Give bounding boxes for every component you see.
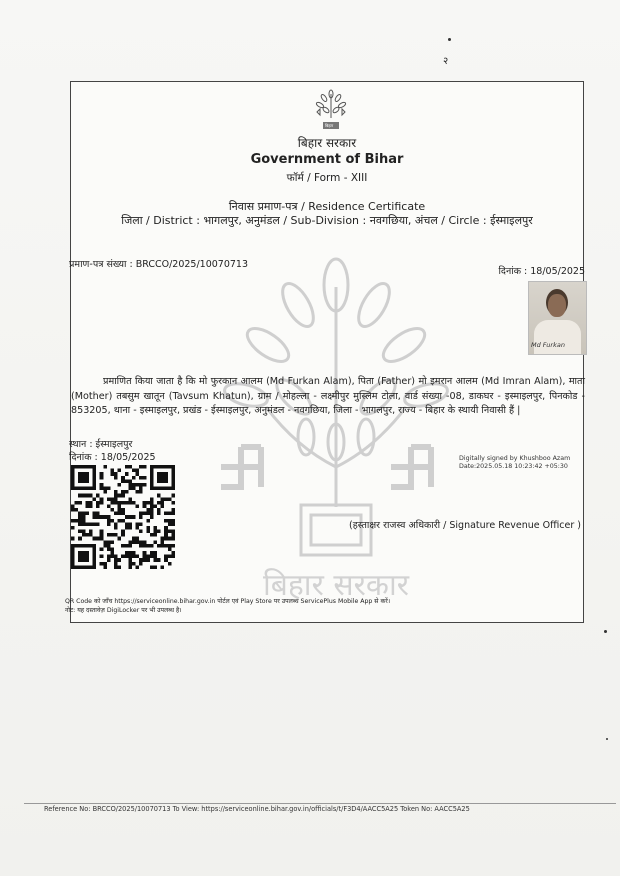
digital-signed-date: Date:2025.05.18 10:23:42 +05:30 [459, 463, 568, 470]
certificate-number: प्रमाण-पत्र संख्या : BRCCO/2025/10070713 [69, 259, 249, 270]
qr-code-icon[interactable] [71, 465, 175, 569]
government-title: Government of Bihar [250, 152, 404, 167]
signatory-label: (हस्ताक्षर राजस्व अधिकारी / Signature Revenue Officer ) [349, 520, 581, 531]
photo-signature: Md Furkan [531, 341, 565, 349]
applicant-photo [528, 281, 587, 355]
digilocker-note: नोट: यह दस्तावेज़ DigiLocker पर भी उपलब्ध है। [65, 607, 182, 614]
page-mark: २ [443, 56, 449, 67]
digital-signed-by: Digitally signed by Khushboo Azam [459, 455, 571, 462]
reference-footer: Reference No: BRCCO/2025/10070713 To View: https://serviceonline.bihar.gov.in/officials/t/F3D4/AACC5A25 Token No: AACC5A25 [44, 805, 470, 813]
certificate-body-text: प्रमाणित किया जाता है कि मो फुरकान आलम (Md Furkan Alam), पिता (Father) मो इमरान आलम (Md Imran Alam), माता (Mother) तबसुम खातून (Tavsum Khatun), ग्राम / मोहल्ला - लक्ष्मीपुर मुस्लिम टोला, वार्ड संख्या -08, डाकघर - इस्माइलपुर, पिनकोड - 853205, थाना - इस्माइलपुर, प्रखंड - ईस्माइलपुर, अनुमंडल - नवगछिया, जिला - भागलपुर, राज्य - बिहार के स्थायी निवासी हैं | [71, 376, 585, 416]
place-date-line: दिनांक : 18/05/2025 [69, 452, 156, 463]
scan-speck [448, 38, 451, 41]
place-line: स्थान : ईस्माइलपुर [69, 439, 133, 450]
form-number: फॉर्म / Form - XIII [286, 172, 368, 184]
residence-certificate [65, 81, 585, 623]
qr-verification-note: QR Code को जाँच https://serviceonline.bihar.gov.in पोर्टल एवं Play Store पर उपलब्ध ServicePlus Mobile App से करें। [65, 598, 391, 605]
certificate-date: दिनांक : 18/05/2025 [498, 266, 585, 277]
digital-signature [459, 455, 579, 471]
watermark-text: बिहार सरकार [262, 568, 410, 602]
scan-speck [604, 630, 607, 633]
government-hindi-title: बिहार सरकार [297, 136, 357, 150]
certificate-body [71, 375, 585, 419]
footer-divider [24, 803, 616, 804]
district-line: जिला / District : भागलपुर, अनुमंडल / Sub-Division : नवगछिया, अंचल / Circle : ईस्माइलपुर [121, 214, 533, 227]
certificate-title: निवास प्रमाण-पत्र / Residence Certificate [228, 200, 426, 213]
bihar-watermark-icon [206, 257, 466, 602]
emblem-label: बिहार [325, 123, 334, 128]
scan-speck [606, 738, 608, 740]
